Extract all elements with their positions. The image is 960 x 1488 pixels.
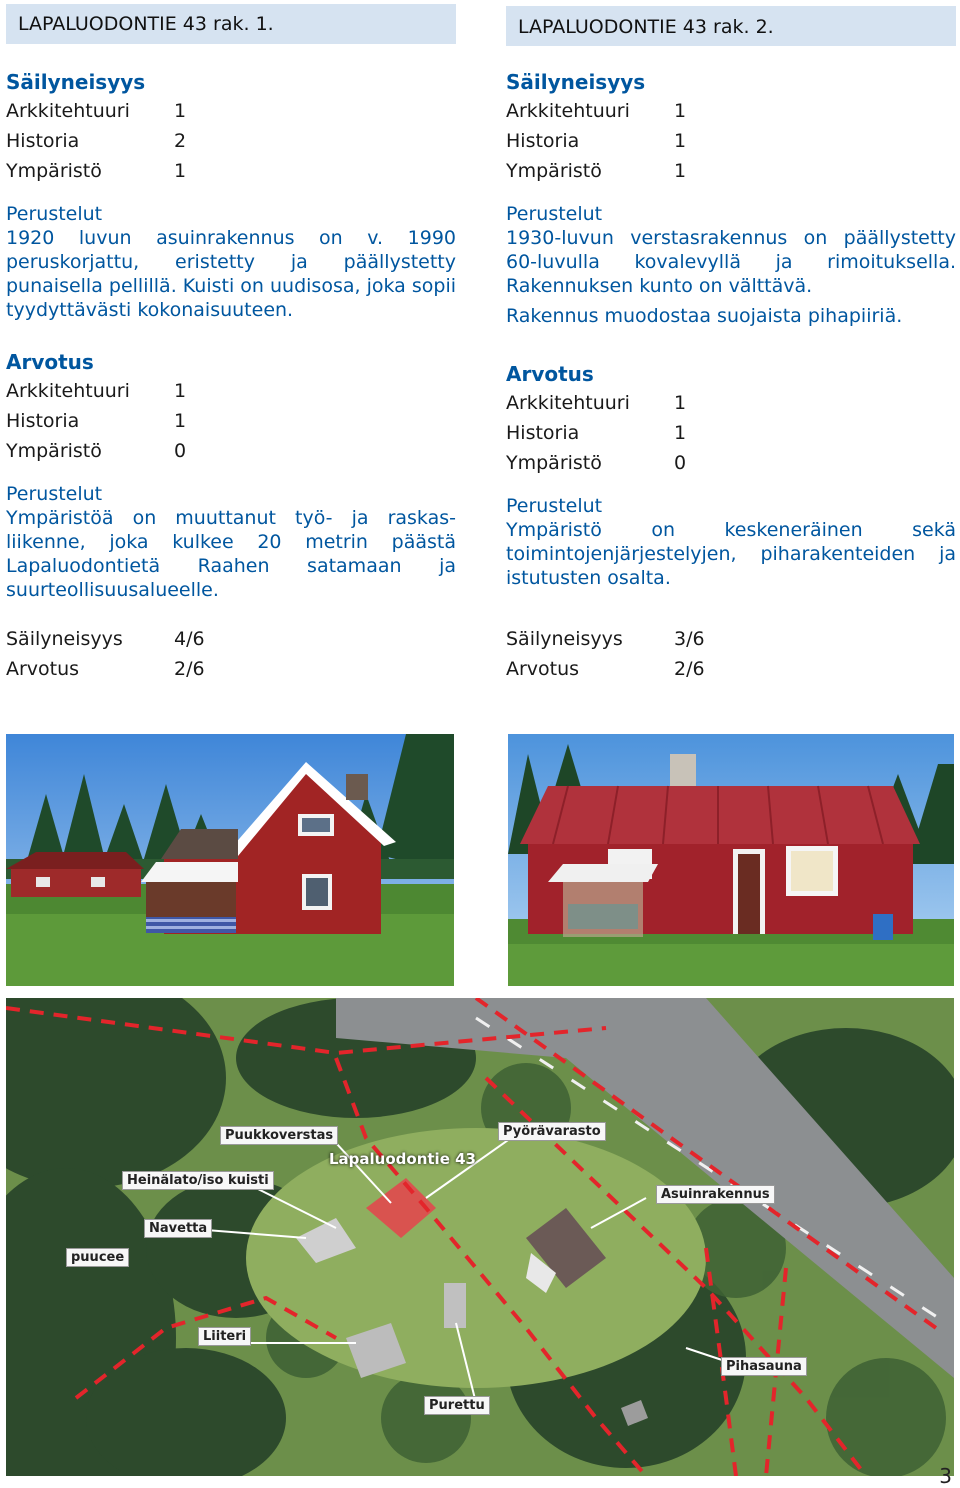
- left-arvotus-title: Arvotus: [6, 350, 94, 374]
- right-arvotus-list: [506, 388, 956, 478]
- map-label-navetta: Navetta: [144, 1219, 212, 1238]
- right-arvotus-row: Ympäristö 0: [506, 452, 687, 474]
- right-arvotus-title: Arvotus: [506, 362, 594, 386]
- right-sailyneisyys-title: Säilyneisyys: [506, 70, 646, 94]
- map-label-pihasauna: Pihasauna: [721, 1357, 807, 1376]
- right-sailyneisyys-row: Ympäristö 1: [506, 160, 687, 182]
- house-photo-2: [508, 734, 954, 986]
- house-photo-1: [6, 734, 454, 986]
- left-perustelut1-label: Perustelut: [6, 203, 103, 225]
- right-sailyneisyys-list: [506, 96, 956, 186]
- left-sailyneisyys-row: Ympäristö 1: [6, 160, 187, 182]
- left-sailyneisyys-row: Historia 2: [6, 130, 187, 152]
- aerial-site-map: [6, 998, 954, 1476]
- right-perustelut2-text: Ympäristö on keskeneräinen sekä toimintojenjärjestelyjen, piharakenteiden ja istutusten osalta.: [506, 519, 956, 589]
- map-label-liiteri: Liiteri: [198, 1327, 251, 1346]
- left-arvotus-list: [6, 376, 456, 466]
- right-perustelut1-text: 1930-luvun verstasrakennus on päällystetty 60-luvulla kovalevyllä ja rimoituksella. Rakennuksen kunto on välttävä.: [506, 227, 956, 297]
- right-column: [506, 0, 956, 684]
- left-summary-row: Säilyneisyys 4/6: [6, 628, 205, 650]
- right-header: LAPALUODONTIE 43 rak. 2.: [506, 6, 956, 46]
- right-summary-row: Säilyneisyys 3/6: [506, 628, 705, 650]
- map-title: Lapaluodontie 43: [329, 1150, 476, 1168]
- page-number: 3: [939, 1464, 952, 1488]
- left-summary-row: Arvotus 2/6: [6, 658, 205, 680]
- left-column: [6, 0, 456, 684]
- right-sailyneisyys-row: Arkkitehtuuri 1: [506, 100, 687, 122]
- map-label-pyoravarasto: Pyörävarasto: [498, 1122, 606, 1141]
- left-sailyneisyys-list: [6, 96, 456, 186]
- left-perustelut2-text: Ympäristöä on muuttanut työ- ja raskas-liikenne, joka kulkee 20 metrin päästä Lapaluodontietä Raahen satamaan ja suurteollisuusalueelle.: [6, 507, 456, 601]
- right-perustelut1-extra: Rakennus muodostaa suojaista pihapiiriä.: [506, 305, 903, 327]
- left-header: LAPALUODONTIE 43 rak. 1.: [6, 4, 456, 44]
- map-label-puucee: puucee: [66, 1248, 129, 1267]
- map-label-asuinrakennus: Asuinrakennus: [656, 1185, 775, 1204]
- map-label-purettu: Purettu: [424, 1396, 490, 1415]
- map-label-heinalato: Heinälato/iso kuisti: [122, 1171, 274, 1190]
- right-arvotus-row: Arkkitehtuuri 1: [506, 392, 687, 414]
- left-perustelut1-text: 1920 luvun asuinrakennus on v. 1990 peruskorjattu, eristetty ja päällystetty punaisella pellillä. Kuisti on uudisosa, joka sopii tyydyttävästi kokonaisuuteen.: [6, 227, 456, 321]
- right-perustelut2-label: Perustelut: [506, 495, 603, 517]
- left-arvotus-row: Ympäristö 0: [6, 440, 187, 462]
- right-perustelut1-label: Perustelut: [506, 203, 603, 225]
- left-arvotus-row: Arkkitehtuuri 1: [6, 380, 187, 402]
- right-summary-row: Arvotus 2/6: [506, 658, 705, 680]
- right-arvotus-row: Historia 1: [506, 422, 687, 444]
- left-summary: [6, 624, 456, 684]
- right-summary: [506, 624, 956, 684]
- map-label-puukkoverstas: Puukkoverstas: [220, 1126, 338, 1145]
- left-arvotus-row: Historia 1: [6, 410, 187, 432]
- right-sailyneisyys-row: Historia 1: [506, 130, 687, 152]
- left-sailyneisyys-title: Säilyneisyys: [6, 70, 146, 94]
- left-sailyneisyys-row: Arkkitehtuuri 1: [6, 100, 187, 122]
- left-perustelut2-label: Perustelut: [6, 483, 103, 505]
